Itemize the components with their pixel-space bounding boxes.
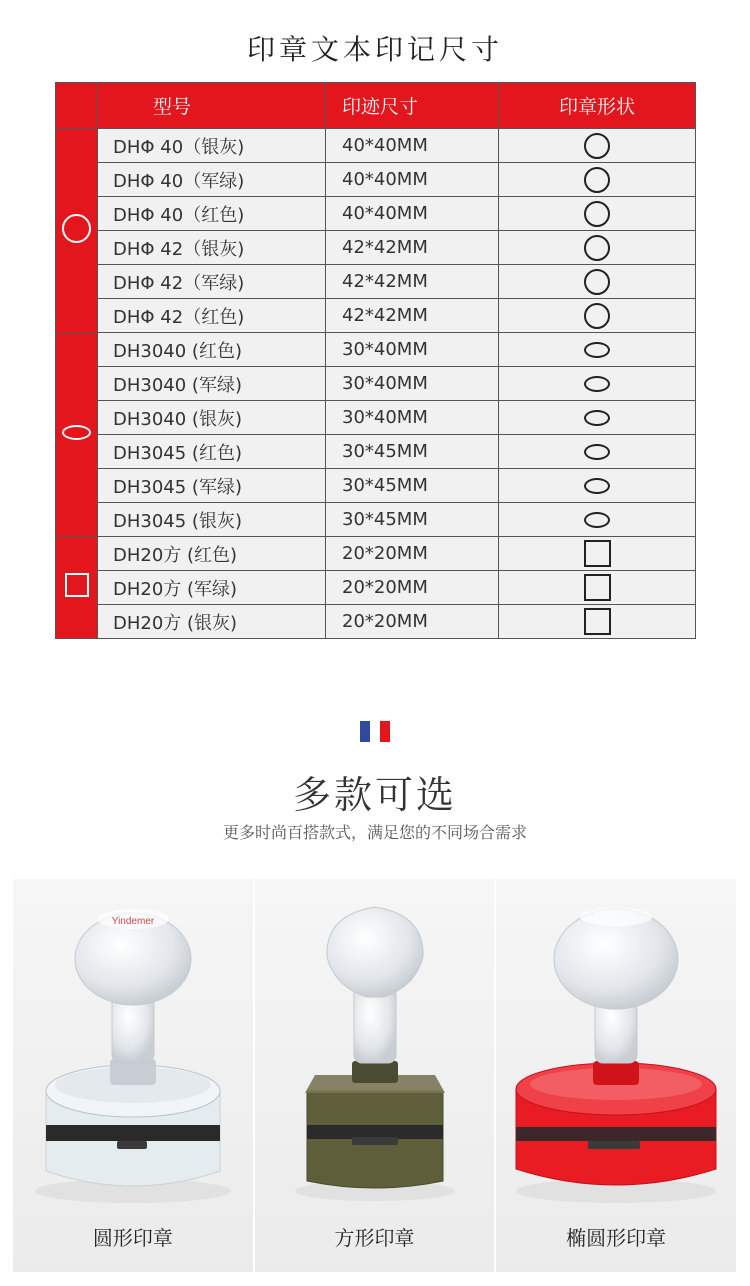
brand-label: Yindemer [111,916,155,927]
model-cell: DH20方 (银灰) [98,605,326,639]
shape-cell [499,367,696,401]
model-cell: DHΦ 40（红色) [98,197,326,231]
table-row [56,537,696,571]
model-cell: DH3045 (红色) [98,435,326,469]
model-cell: DH20方 (红色) [98,537,326,571]
model-cell: DHΦ 40（银灰) [98,129,326,163]
table-row [56,197,696,231]
table-row [56,571,696,605]
flag-stripe-blue [360,721,370,742]
oval-shape-icon [584,512,610,528]
table-row [56,401,696,435]
circle-shape-icon [584,235,610,261]
table-row [56,435,696,469]
size-cell: 30*40MM [326,333,499,367]
model-cell: DH3040 (红色) [98,333,326,367]
table-row [56,367,696,401]
shape-cell [499,605,696,639]
circle-shape-icon [584,201,610,227]
options-subtitle: 更多时尚百搭款式，满足您的不同场合需求 [222,823,527,842]
header-size: 印迹尺寸 [326,83,499,129]
size-cell: 40*40MM [326,163,499,197]
circle-shape-icon [584,303,610,329]
spec-section-title: 印章文本印记尺寸 [246,33,503,66]
product-caption-oval: 椭圆形印章 [566,1226,667,1250]
circle-shape-icon [584,269,610,295]
product-gallery [13,879,736,1272]
size-cell: 40*40MM [326,129,499,163]
product-card-round [13,879,253,1272]
size-cell: 30*45MM [326,469,499,503]
spec-table [55,82,696,639]
shape-cell [499,503,696,537]
square-group-icon [65,573,89,597]
model-cell: DH3040 (银灰) [98,401,326,435]
size-cell: 30*40MM [326,367,499,401]
oval-shape-icon [584,410,610,426]
header-shape: 印章形状 [499,83,696,129]
shape-cell [499,571,696,605]
square-shape-icon [584,540,611,567]
product-caption-round: 圆形印章 [92,1226,173,1250]
square-stamp-image [255,879,495,1272]
shape-cell [499,333,696,367]
round-stamp-image [13,879,253,1272]
oval-shape-icon [584,444,610,460]
table-row [56,333,696,367]
table-row [56,265,696,299]
size-cell: 42*42MM [326,265,499,299]
circle-shape-icon [584,167,610,193]
header-group-cell [56,83,98,129]
shape-cell [499,265,696,299]
size-cell: 42*42MM [326,231,499,265]
table-body [56,129,696,639]
oval-shape-icon [584,376,610,392]
table-row [56,605,696,639]
product-card-oval [496,879,736,1272]
table-row [56,469,696,503]
model-cell: DHΦ 42（银灰) [98,231,326,265]
model-cell: DHΦ 42（红色) [98,299,326,333]
group-cell-circle [56,129,98,333]
table-header-row [56,83,696,129]
table-row [56,503,696,537]
france-flag-icon [360,721,390,742]
product-caption-square: 方形印章 [334,1226,415,1250]
group-cell-oval [56,333,98,537]
shape-cell [499,435,696,469]
table-row [56,163,696,197]
square-shape-icon [584,608,611,635]
shape-cell [499,197,696,231]
square-shape-icon [584,574,611,601]
shape-cell [499,469,696,503]
size-cell: 20*20MM [326,605,499,639]
shape-cell [499,163,696,197]
size-cell: 20*20MM [326,537,499,571]
header-model: 型号 [98,83,326,129]
oval-stamp-image [496,879,736,1272]
shape-cell [499,129,696,163]
model-cell: DH3045 (军绿) [98,469,326,503]
oval-group-icon [62,425,91,440]
size-cell: 30*45MM [326,503,499,537]
model-cell: DH20方 (军绿) [98,571,326,605]
table-row [56,231,696,265]
size-cell: 30*40MM [326,401,499,435]
size-cell: 42*42MM [326,299,499,333]
shape-cell [499,401,696,435]
model-cell: DHΦ 42（军绿) [98,265,326,299]
circle-shape-icon [584,133,610,159]
options-title: 多款可选 [292,773,457,817]
size-cell: 30*45MM [326,435,499,469]
size-cell: 40*40MM [326,197,499,231]
oval-shape-icon [584,478,610,494]
model-cell: DH3045 (银灰) [98,503,326,537]
flag-stripe-red [380,721,390,742]
table-row [56,129,696,163]
oval-shape-icon [584,342,610,358]
product-card-square [255,879,495,1272]
group-cell-square [56,537,98,639]
model-cell: DH3040 (军绿) [98,367,326,401]
shape-cell [499,231,696,265]
size-cell: 20*20MM [326,571,499,605]
shape-cell [499,537,696,571]
table-row [56,299,696,333]
model-cell: DHΦ 40（军绿) [98,163,326,197]
shape-cell [499,299,696,333]
circle-group-icon [62,214,91,243]
flag-stripe-white [370,721,380,742]
